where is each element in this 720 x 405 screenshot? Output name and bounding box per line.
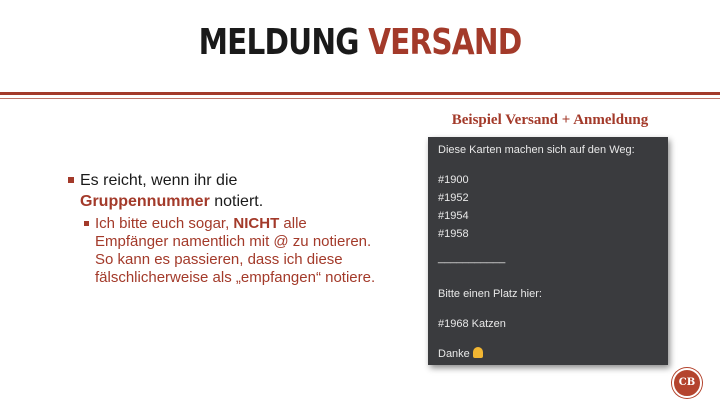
- bullet-main: [68, 170, 378, 212]
- cb-logo: CB: [672, 368, 702, 398]
- message-number-4: #1958: [438, 228, 469, 240]
- message-number-2: #1952: [438, 192, 469, 204]
- message-number-1: #1900: [438, 174, 469, 186]
- example-title: Beispiel Versand + Anmeldung: [451, 112, 649, 128]
- bullet-sub-pre: Ich bitte euch sogar,: [95, 215, 234, 232]
- bullet-sub-post: alle Empfänger namentlich mit @ zu notieren. So kann es passieren, dass ich diese fälschlicherweise als „empfangen“ notiere.: [95, 215, 376, 286]
- praying-hands-icon: [473, 347, 483, 358]
- bullet-main-emph: Gruppennummer: [80, 193, 210, 210]
- bullet-main-pre: Es reicht, wenn ihr die: [80, 172, 238, 189]
- example-message-card: [428, 137, 668, 365]
- bullet-list: [68, 170, 378, 287]
- slide-title: [65, 22, 655, 63]
- message-request: Bitte einen Platz hier:: [438, 288, 542, 300]
- message-thanks: [438, 347, 483, 360]
- title-rule: [0, 92, 720, 95]
- title-word-1: MELDUNG: [198, 22, 359, 63]
- message-divider: ___________: [438, 252, 506, 264]
- bullet-sub: [84, 215, 378, 287]
- bullet-main-post: notiert.: [209, 193, 264, 210]
- title-rule-thin: [0, 98, 720, 99]
- title-word-2: VERSAND: [368, 22, 522, 63]
- bullet-sub-emph: NICHT: [233, 215, 280, 232]
- message-number-3: #1954: [438, 210, 469, 222]
- message-intro: Diese Karten machen sich auf den Weg:: [438, 144, 635, 156]
- message-slot: #1968 Katzen: [438, 318, 506, 330]
- message-thanks-text: Danke: [438, 348, 470, 360]
